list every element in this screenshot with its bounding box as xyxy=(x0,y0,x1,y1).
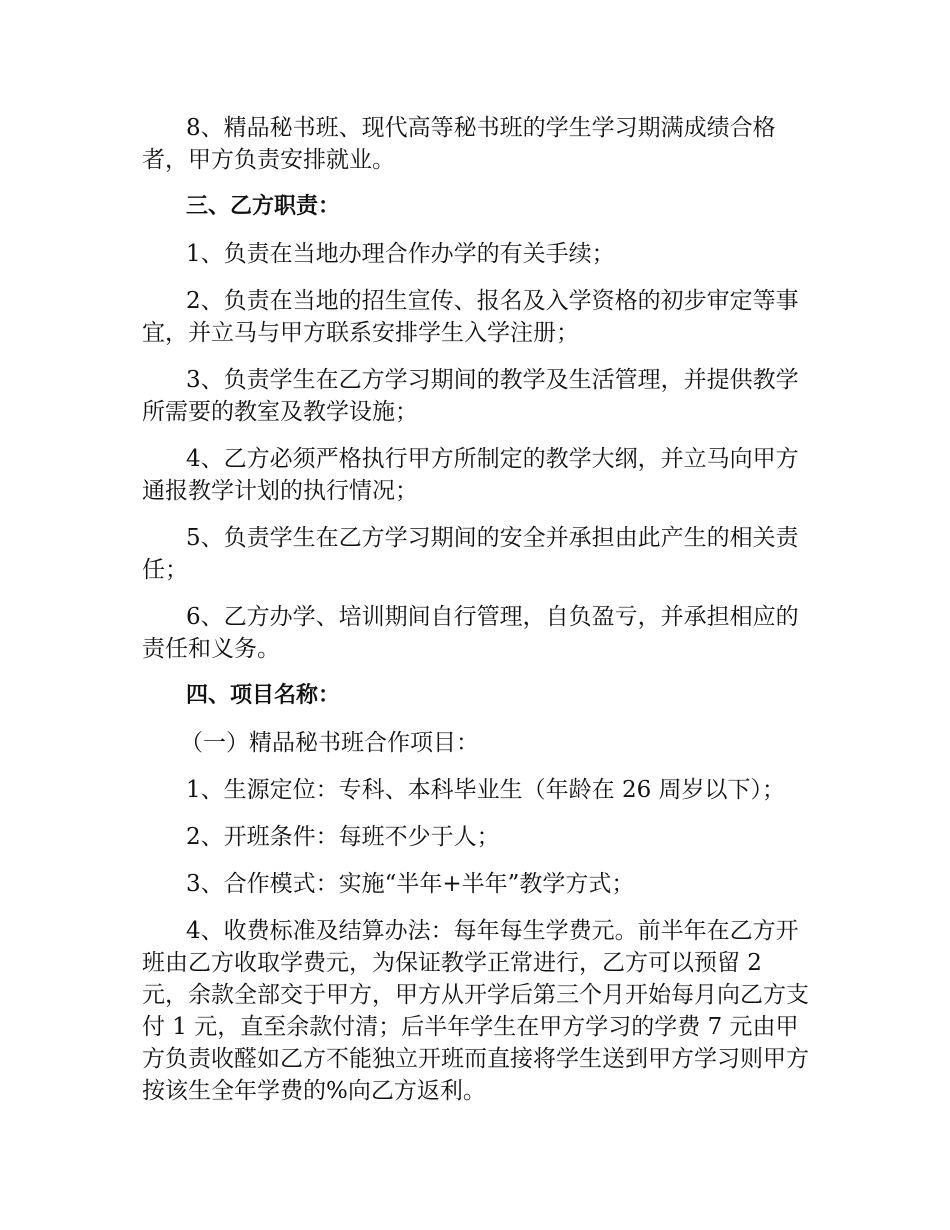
section-heading-project-name: 四、项目名称： xyxy=(186,683,341,708)
paragraph-duty-1: 1、负责在当地办理合作办学的有关手续； xyxy=(186,241,615,267)
section-heading-party-b-duties: 三、乙方职责： xyxy=(186,194,341,219)
document-body xyxy=(142,112,812,1122)
paragraph-duty-3: 3、负责学生在乙方学习期间的教学及生活管理，并提供教学所需要的教室及教学设施； xyxy=(142,367,799,425)
paragraph-item-8: 8、精品秘书班、现代高等秘书班的学生学习期满成绩合格者，甲方负责安排就业。 xyxy=(142,115,776,173)
paragraph-duty-6: 6、乙方办学、培训期间自行管理，自负盈亏，并承担相应的责任和义务。 xyxy=(142,604,799,662)
paragraph-project-3: 3、合作模式：实施“半年+半年”教学方式； xyxy=(186,871,635,897)
paragraph-project-2: 2、开班条件：每班不少于人； xyxy=(186,824,500,850)
subheading-secretary-class-project: （一）精品秘书班合作项目： xyxy=(180,730,479,756)
paragraph-duty-4: 4、乙方必须严格执行甲方所制定的教学大纲，并立马向甲方通报教学计划的执行情况； xyxy=(142,446,799,504)
paragraph-project-1: 1、生源定位：专科、本科毕业生（年龄在 26 周岁以下）； xyxy=(186,777,786,803)
paragraph-project-4: 4、收费标准及结算办法：每年每生学费元。前半年在乙方开班由乙方收取学费元，为保证教学正常进行，乙方可以预留 2 元，余款全部交于甲方，甲方从开学后第三个月开始每月向乙方支付 1 元，直至余款付清；后半年学生在甲方学习的学费 7 元由甲方负责收醛如乙方不能独立开班而直接将学生送到甲方学习则甲方按该生全年学费的%向乙方返利。 xyxy=(142,918,809,1104)
paragraph-duty-5: 5、负责学生在乙方学习期间的安全并承担由此产生的相关责任； xyxy=(142,525,799,583)
paragraph-duty-2: 2、负责在当地的招生宣传、报名及入学资格的初步审定等事宜，并立马与甲方联系安排学生入学注册； xyxy=(142,288,799,346)
